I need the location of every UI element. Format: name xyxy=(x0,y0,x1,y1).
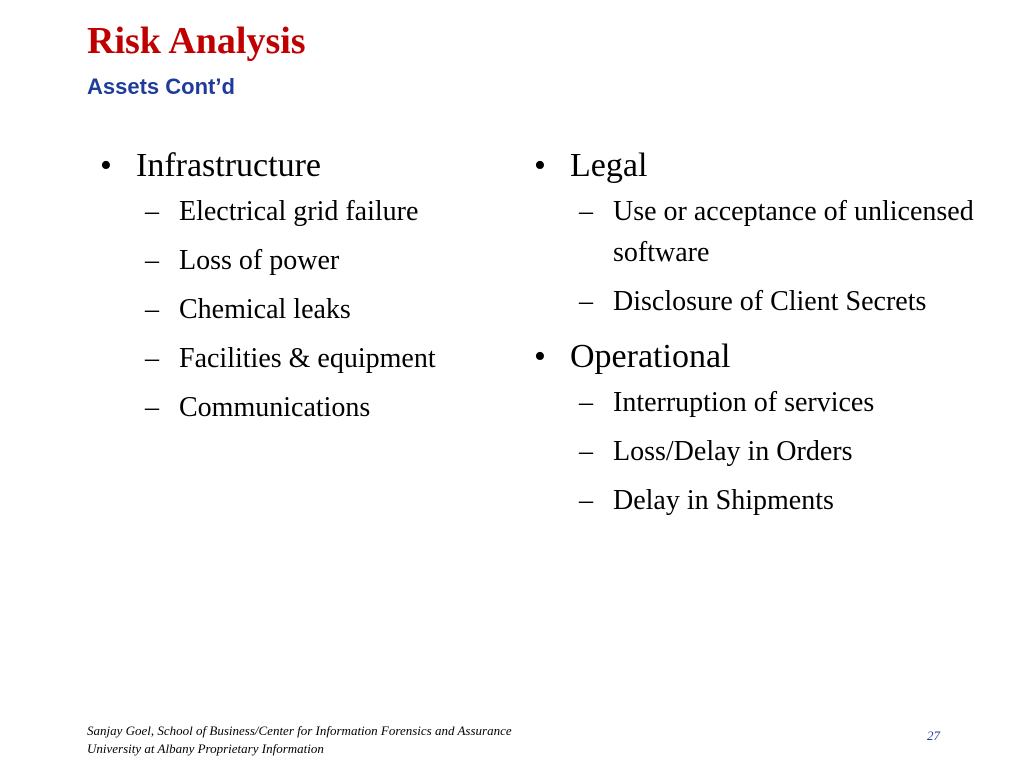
sub-bullet-label: Loss/Delay in Orders xyxy=(613,436,853,467)
footer-line-proprietary: University at Albany Proprietary Information xyxy=(87,741,324,756)
sub-bullet-label: Electrical grid failure xyxy=(179,196,419,227)
sub-bullet-label: Facilities & equipment xyxy=(179,343,436,374)
sub-bullet-label: Disclosure of Client Secrets xyxy=(613,286,927,317)
bullet-group-legal xyxy=(534,145,974,322)
bullet-operational xyxy=(534,336,974,378)
dash-icon: – xyxy=(145,245,159,276)
footer-line-author: Sanjay Goel, School of Business/Center for Information Forensics and Assurance xyxy=(87,723,512,738)
sub-bullet-label: Delay in Shipments xyxy=(613,485,834,516)
bullet-point-icon: • xyxy=(534,338,546,375)
bullet-legal xyxy=(534,145,974,187)
sub-bullet xyxy=(145,191,530,232)
bullet-label: Infrastructure xyxy=(136,147,322,184)
bullet-infrastructure xyxy=(100,145,530,187)
sub-bullet xyxy=(579,191,974,273)
bullet-label: Legal xyxy=(570,147,648,184)
sub-bullet-label: Interruption of services xyxy=(613,387,875,418)
slide-title: Risk Analysis xyxy=(87,20,306,62)
sub-bullet xyxy=(145,387,530,428)
bullet-group-infrastructure xyxy=(100,145,530,428)
dash-icon: – xyxy=(579,436,593,467)
sub-bullet xyxy=(145,289,530,330)
sub-bullet xyxy=(579,382,974,423)
sub-bullet xyxy=(145,240,530,281)
slide-subtitle: Assets Cont’d xyxy=(87,74,235,99)
bullet-point-icon: • xyxy=(100,147,112,184)
dash-icon: – xyxy=(145,196,159,227)
sub-bullet-label: Chemical leaks xyxy=(179,294,351,325)
sub-bullet-label: Use or acceptance of unlicensed software xyxy=(613,196,974,268)
dash-icon: – xyxy=(145,343,159,374)
bullet-label: Operational xyxy=(570,338,731,375)
dash-icon: – xyxy=(579,485,593,516)
sub-bullet xyxy=(145,338,530,379)
dash-icon: – xyxy=(579,286,593,317)
sub-bullet-label: Communications xyxy=(179,392,371,423)
page-number: 27 xyxy=(927,728,940,743)
sub-bullet xyxy=(579,431,974,472)
right-column xyxy=(534,145,974,535)
left-column xyxy=(100,145,530,442)
dash-icon: – xyxy=(579,387,593,418)
dash-icon: – xyxy=(145,294,159,325)
sub-bullet-label: Loss of power xyxy=(179,245,340,276)
sub-bullet xyxy=(579,281,974,322)
bullet-group-operational xyxy=(534,336,974,521)
dash-icon: – xyxy=(145,392,159,423)
sub-bullet xyxy=(579,480,974,521)
footer-credit xyxy=(87,722,512,758)
bullet-point-icon: • xyxy=(534,147,546,184)
dash-icon: – xyxy=(579,196,593,227)
